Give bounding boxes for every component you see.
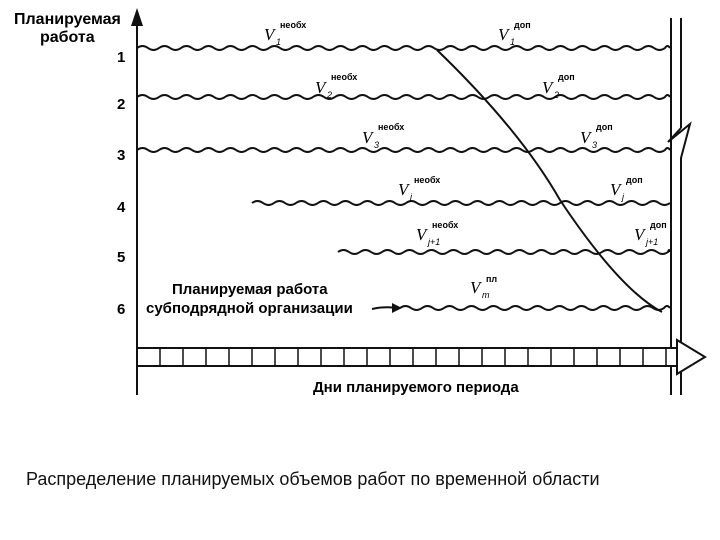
- svg-text:V: V: [610, 180, 621, 199]
- svg-text:V: V: [470, 278, 481, 297]
- svg-text:V: V: [634, 225, 645, 244]
- label-v1-additional: [498, 20, 531, 47]
- y-axis-label-line2: работа: [40, 29, 95, 46]
- svg-text:j: j: [410, 192, 412, 202]
- annotation-line1: Планируемая работа: [172, 281, 328, 298]
- label-vj1-additional: [634, 220, 667, 247]
- work-line-4: [252, 201, 670, 205]
- svg-text:1: 1: [276, 37, 282, 47]
- svg-text:доп: доп: [626, 175, 643, 185]
- annotation-line2: субподрядной организации: [146, 300, 353, 317]
- label-v3-required: [362, 122, 404, 150]
- row-number-4: 4: [117, 199, 126, 216]
- svg-text:необх: необх: [331, 72, 358, 82]
- svg-text:доп: доп: [650, 220, 667, 230]
- svg-text:m: m: [482, 290, 490, 300]
- svg-text:2: 2: [554, 90, 560, 100]
- svg-text:V: V: [498, 25, 509, 44]
- row-number-6: 6: [117, 301, 126, 318]
- annotation-arrowhead: [392, 303, 402, 313]
- svg-text:j: j: [622, 192, 624, 202]
- svg-text:необх: необх: [414, 175, 441, 185]
- label-vj-additional: [610, 175, 643, 202]
- y-axis-arrow: [131, 8, 143, 26]
- work-line-2: [137, 95, 670, 99]
- figure-caption: Распределение планируемых объемов работ по временной области: [26, 469, 600, 489]
- work-line-6: [400, 306, 670, 310]
- row-number-2: 2: [117, 96, 126, 113]
- svg-text:V: V: [542, 78, 553, 97]
- label-vj1-required: [416, 220, 458, 247]
- label-v3-additional: [580, 122, 613, 150]
- svg-text:V: V: [416, 225, 427, 244]
- svg-text:3: 3: [592, 140, 598, 150]
- svg-text:j+1: j+1: [646, 237, 659, 247]
- x-axis-arrow: [677, 340, 705, 374]
- y-axis-label-line1: Планируемая: [14, 11, 121, 28]
- svg-text:V: V: [362, 128, 373, 147]
- svg-text:V: V: [580, 128, 591, 147]
- svg-text:необх: необх: [280, 20, 307, 30]
- svg-text:необх: необх: [432, 220, 459, 230]
- svg-text:1: 1: [510, 37, 516, 47]
- svg-text:V: V: [264, 25, 275, 44]
- work-line-3: [137, 148, 670, 152]
- label-v1-required: [264, 20, 306, 47]
- svg-text:V: V: [315, 78, 326, 97]
- label-vj-required: [398, 175, 440, 202]
- svg-text:необх: необх: [378, 122, 405, 132]
- work-line-5: [338, 250, 670, 254]
- svg-text:j+1: j+1: [428, 237, 441, 247]
- svg-text:доп: доп: [558, 72, 575, 82]
- svg-text:доп: доп: [596, 122, 613, 132]
- row-number-3: 3: [117, 147, 126, 164]
- x-axis-label: Дни планируемого периода: [313, 379, 519, 396]
- svg-text:V: V: [398, 180, 409, 199]
- work-line-1: [137, 46, 670, 50]
- label-vm-planned: [470, 274, 497, 300]
- svg-text:2: 2: [327, 90, 333, 100]
- svg-text:3: 3: [374, 140, 380, 150]
- x-axis-band: [137, 348, 677, 366]
- row-number-5: 5: [117, 249, 126, 266]
- svg-text:доп: доп: [514, 20, 531, 30]
- svg-text:пл: пл: [486, 274, 498, 284]
- label-v2-additional: [542, 72, 575, 100]
- row-number-1: 1: [117, 49, 126, 66]
